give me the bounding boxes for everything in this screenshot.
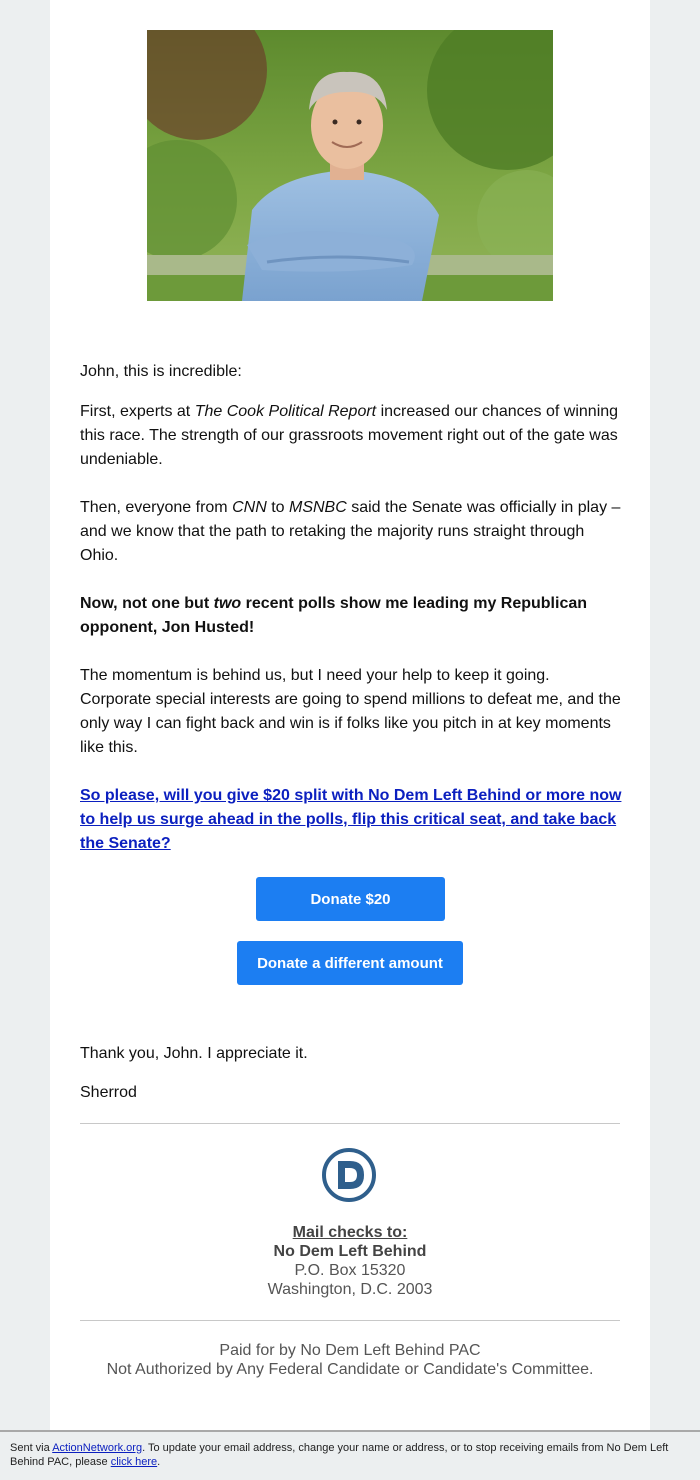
mail-checks-block: [50, 1223, 650, 1299]
email-card: [50, 0, 650, 1430]
paragraph-senate-in-play: Then, everyone from CNN to MSNBC said the Senate was officially in play – and we know that the path to retaking the majority runs straight through Ohio.: [80, 499, 621, 564]
signature: Sherrod: [80, 1084, 137, 1101]
donate-other-amount-button[interactable]: Donate a different amount: [237, 941, 463, 985]
donate-text-link[interactable]: So please, will you give $20 split with No Dem Left Behind or more now to help us surge ahead in the polls, flip this critical seat, and take back the Senate?: [80, 787, 622, 852]
candidate-photo: [147, 30, 553, 301]
paid-for-by: Paid for by No Dem Left Behind PAC: [219, 1342, 481, 1359]
divider: [80, 1320, 620, 1321]
unsubscribe-link[interactable]: click here: [110, 1456, 158, 1468]
divider: [80, 1123, 620, 1124]
sign-off: [80, 1042, 625, 1105]
email-body: [80, 360, 625, 856]
paragraph-cook-report: First, experts at The Cook Political Report increased our chances of winning this race. The strength of our grassroots movement right out of the gate was undeniable.: [80, 403, 619, 468]
org-name: No Dem Left Behind: [273, 1243, 427, 1260]
donate-20-button[interactable]: Donate $20: [256, 877, 445, 921]
cta-paragraph: [80, 784, 625, 856]
city-line: Washington, D.C. 2003: [267, 1281, 433, 1298]
disclaimer: [50, 1341, 650, 1379]
mail-checks-heading: Mail checks to:: [292, 1224, 408, 1241]
greeting: John, this is incredible:: [80, 363, 242, 380]
no-dem-left-behind-logo-icon: [321, 1147, 377, 1203]
actionnetwork-link[interactable]: ActionNetwork.org: [52, 1442, 143, 1454]
not-authorized: Not Authorized by Any Federal Candidate or Candidate's Committee.: [106, 1361, 594, 1378]
thanks-line: Thank you, John. I appreciate it.: [80, 1045, 308, 1062]
po-box: P.O. Box 15320: [294, 1262, 406, 1279]
email-footer: Sent via ActionNetwork.org. To update your email address, change your name or address, or to stop receiving emails from No Dem Left Behind PAC, please click here.: [0, 1430, 700, 1480]
paragraph-momentum: The momentum is behind us, but I need your help to keep it going. Corporate special interests are going to spend millions to defeat me, and the only way I can fight back and win is if folks like you pitch in at key moments like this.: [80, 667, 621, 756]
paragraph-polls: Now, not one but two recent polls show me leading my Republican opponent, Jon Husted!: [80, 595, 588, 636]
